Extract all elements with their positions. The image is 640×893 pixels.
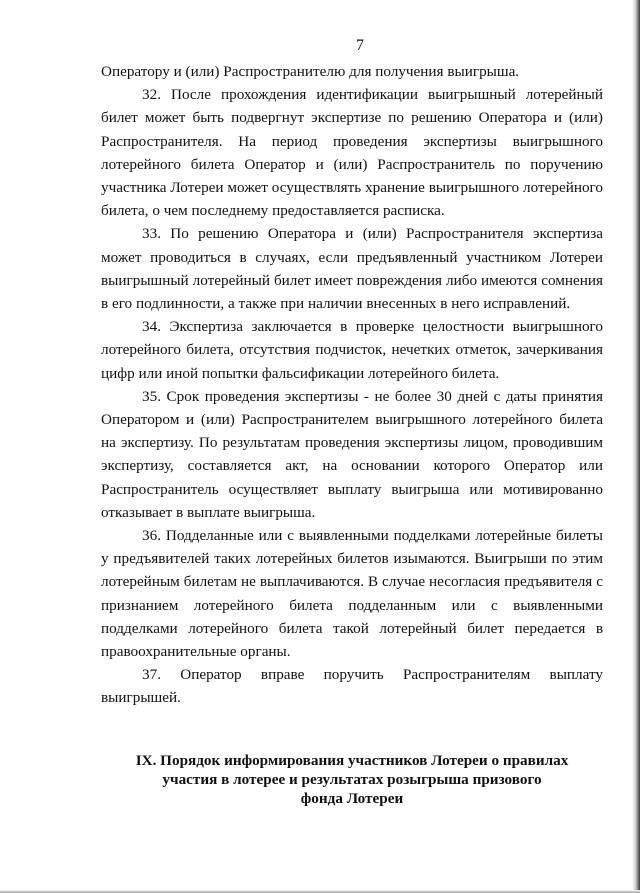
paragraph-continuation: Оператору и (или) Распространителю для получения выигрыша. xyxy=(101,63,520,80)
document-body xyxy=(101,60,603,710)
section-heading-line-3: фонда Лотереи xyxy=(300,790,404,807)
paragraph-34: 34. Экспертиза заключается в проверке целостности выигрышного лотерейного билета, отсутствия подчисток, нечетких отметок, зачеркивания цифр или иной попытки фальсификации лотерейного билета. xyxy=(101,318,603,382)
paragraph-32: 32. После прохождения идентификации выигрышный лотерейный билет может быть подвергнут экспертизе по решению Оператора и (или) Распространителя. На период проведения экспертизы выигрышного лотерейного билета Оператор и (или) Распространитель по поручению участника Лотереи может осуществлять хранение выигрышного лотерейного билета, о чем последнему предоставляется расписка. xyxy=(101,86,603,220)
paragraph-36: 36. Подделанные или с выявленными подделками лотерейные билеты у предъявителей таких лотерейных билетов изымаются. Выигрыши по этим лотерейным билетам не выплачиваются. В случае несогласия предъявителя с признанием лотерейного билета подделанным или с выявленными подделками лотерейного билета такой лотерейный билет передается в правоохранительные органы. xyxy=(101,527,603,661)
page-number: 7 xyxy=(356,37,364,54)
paragraph-33: 33. По решению Оператора и (или) Распространителя экспертиза может проводиться в случаях, если предъявленный участником Лотереи выигрышный лотерейный билет имеет повреждения либо имеются сомнения в его подлинности, а также при наличии внесенных в него исправлений. xyxy=(101,225,603,313)
section-heading-line-2: участия в лотерее и результатах розыгрыша призового xyxy=(162,771,542,788)
scan-edge-shadow xyxy=(632,0,640,893)
paragraph-37: 37. Оператор вправе поручить Распространителям выплату выигрышей. xyxy=(101,666,603,707)
paragraph-35: 35. Срок проведения экспертизы - не более 30 дней с даты принятия Оператором и (или) Распространителем выигрышного лотерейного билета на экспертизу. По результатам проведения экспертизы лицом, проводившим экспертизу, составляется акт, на основании которого Оператор или Распространитель осуществляет выплату выигрыша или мотивированно отказывает в выплате выигрыша. xyxy=(101,387,603,521)
section-heading-line-1: IX. Порядок информирования участников Лотереи о правилах xyxy=(135,752,569,769)
section-heading xyxy=(101,751,603,808)
